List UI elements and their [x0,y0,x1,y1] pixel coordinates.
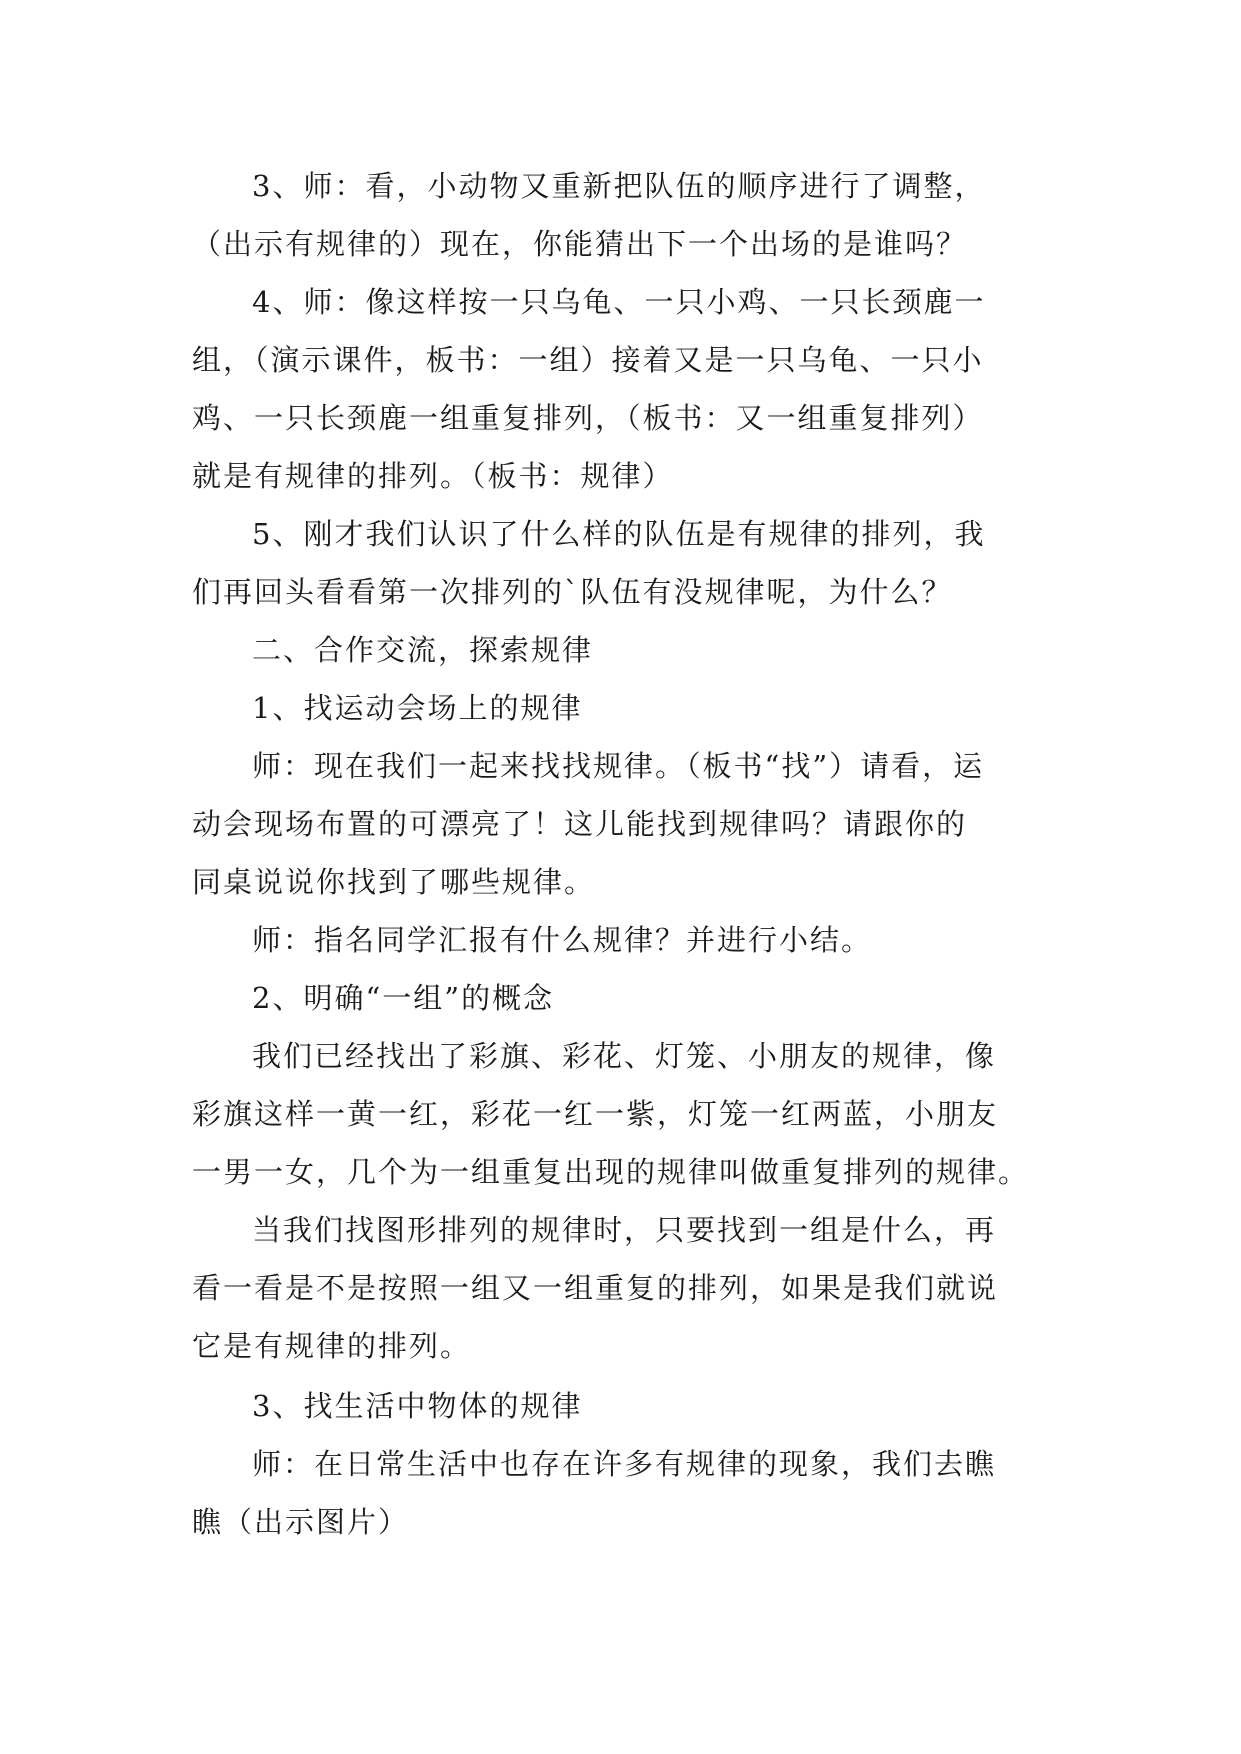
text-line: 4、师：像这样按一只乌龟、一只小鸡、一只长颈鹿一 [252,285,986,319]
text-line: 5、刚才我们认识了什么样的队伍是有规律的排列，我 [252,517,986,551]
text-line: 鸡、一只长颈鹿一组重复排列，（板书：又一组重复排列） [192,401,984,435]
text-line: 看一看是不是按照一组又一组重复的排列，如果是我们就说 [192,1271,999,1305]
text-line: 它是有规律的排列。 [192,1329,472,1363]
subsection-heading: 2、明确“一组”的概念 [252,981,555,1015]
text-line: 彩旗这样一黄一红，彩花一红一紫，灯笼一红两蓝，小朋友 [192,1097,999,1131]
text-line: （出示有规律的）现在，你能猜出下一个出场的是谁吗？ [192,227,968,261]
text-line: 们再回头看看第一次排列的`队伍有没规律呢，为什么？ [192,575,953,609]
text-line: 师：现在我们一起来找找规律。（板书“找”）请看，运 [252,749,985,783]
text-line: 组，（演示课件，板书：一组）接着又是一只乌龟、一只小 [192,343,984,377]
text-line: 当我们找图形排列的规律时，只要找到一组是什么，再 [252,1213,997,1247]
subsection-heading: 1、找运动会场上的规律 [252,691,583,725]
text-line: 我们已经找出了彩旗、彩花、灯笼、小朋友的规律，像 [252,1039,997,1073]
text-line: 动会现场布置的可漂亮了！这儿能找到规律吗？请跟你的 [192,807,968,841]
section-heading: 二、合作交流，探索规律 [252,633,594,667]
text-line: 瞧（出示图片） [192,1505,410,1539]
subsection-heading: 3、找生活中物体的规律 [252,1389,583,1423]
text-line: 师：在日常生活中也存在许多有规律的现象，我们去瞧 [252,1447,997,1481]
text-line: 就是有规律的排列。（板书：规律） [192,459,674,493]
text-line: 一男一女，几个为一组重复出现的规律叫做重复排列的规律。 [192,1155,1030,1189]
text-line: 3、师：看，小动物又重新把队伍的顺序进行了调整， [252,169,986,203]
text-line: 同桌说说你找到了哪些规律。 [192,865,596,899]
text-line: 师：指名同学汇报有什么规律？并进行小结。 [252,923,873,957]
